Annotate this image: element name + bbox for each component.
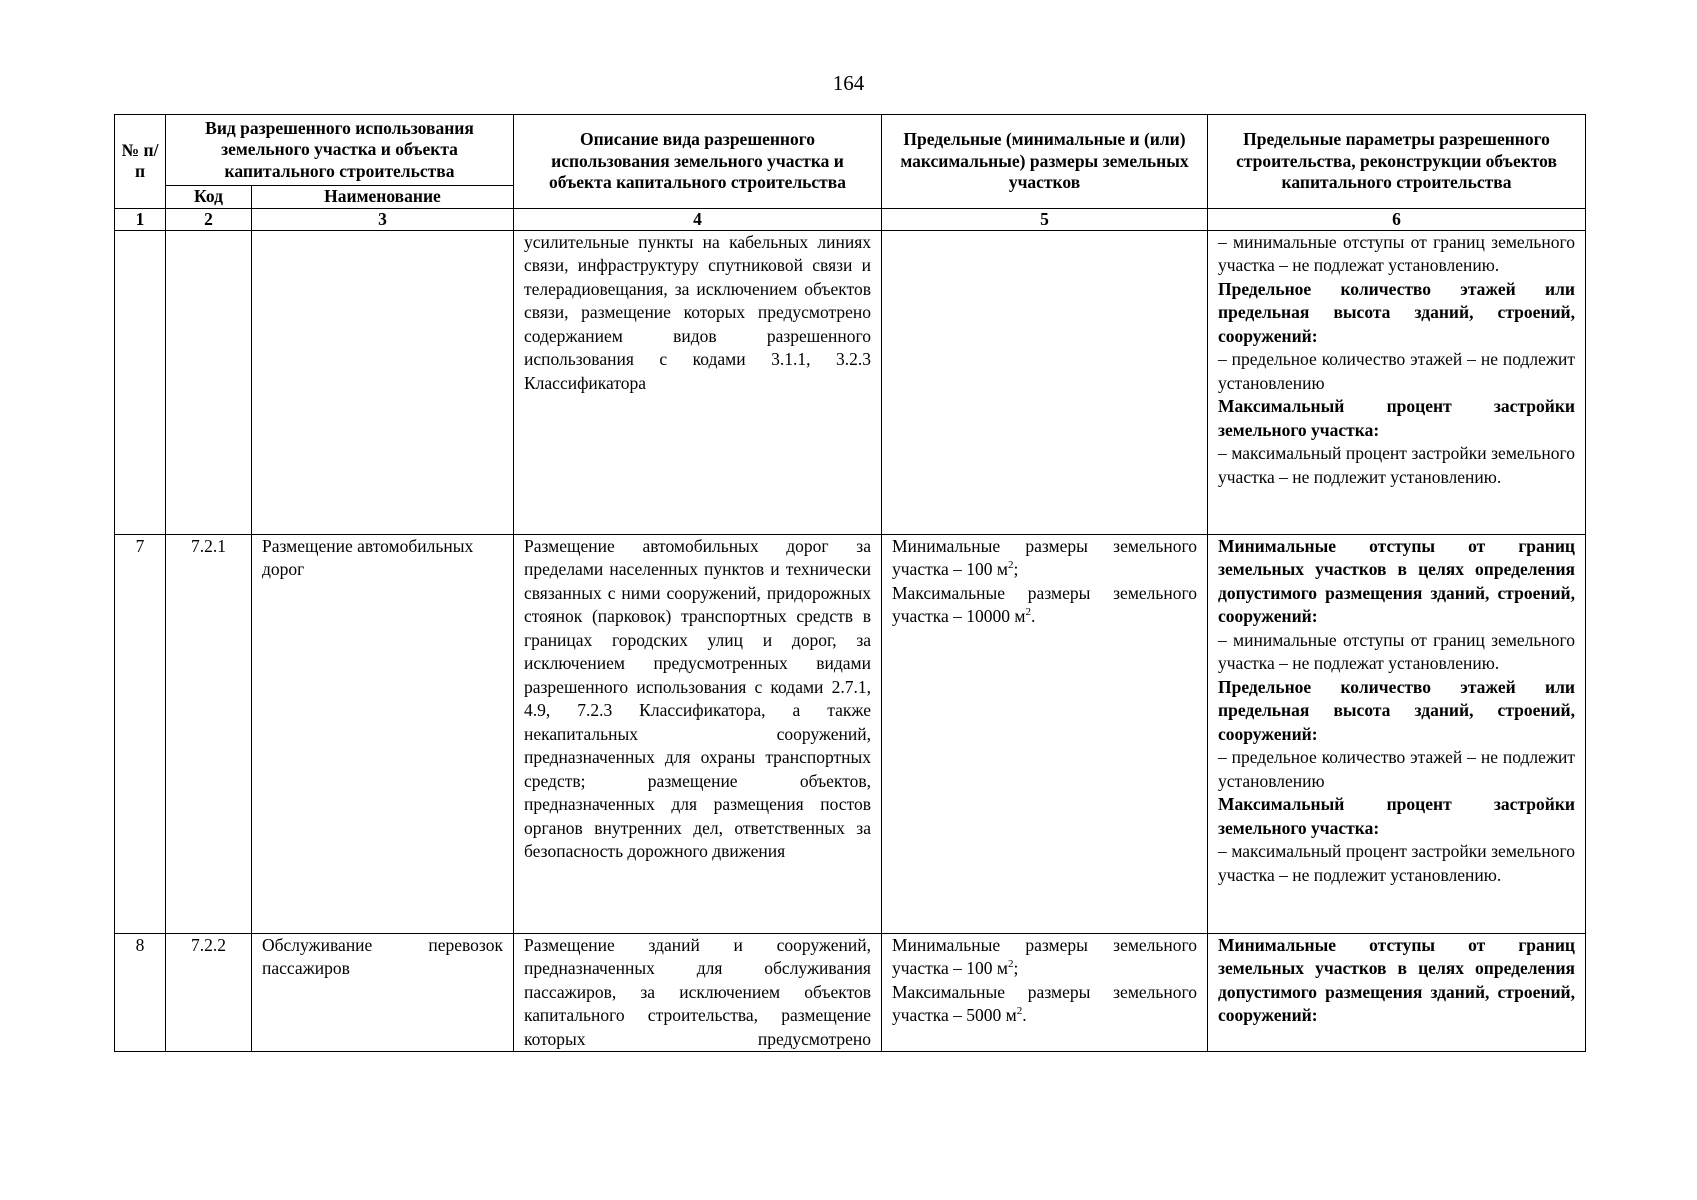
row-number: 7 [115,534,166,933]
column-number: 3 [252,208,514,230]
header-plot-sizes: Предельные (минимальные и (или) максимальные) размеры земельных участков [882,115,1208,209]
header-construction-params: Предельные параметры разрешенного строительства, реконструкции объектов капитального строительства [1208,115,1586,209]
row-code [166,230,252,534]
param-heading: Минимальные отступы от границ земельных участков в целях определения допустимого размещения зданий, строений, сооружений: [1218,934,1575,1025]
description-text: Размещение зданий и сооружений, предназначенных для обслуживания пассажиров, за исключением объектов капитального строительства, размещение которых предусмотрено [524,934,871,1049]
row-params [1208,230,1586,534]
param-text: – предельное количество этажей – не подлежит установлению [1218,349,1575,393]
column-number: 5 [882,208,1208,230]
size-max: Максимальные размеры земельного участка – 10000 $м^2$. [892,582,1197,626]
row-number: 8 [115,933,166,1052]
header-use-type: Вид разрешенного использования земельного участка и объекта капитального строительства [166,115,514,186]
param-heading: Максимальный процент застройки земельного участка: [1218,794,1575,838]
size-min: Минимальные размеры земельного участка – 100 $м^2$; [892,535,1197,579]
column-number: 6 [1208,208,1586,230]
row-name: Размещение автомобильных дорог [252,534,514,933]
param-heading: Минимальные отступы от границ земельных участков в целях определения допустимого размещения зданий, строений, сооружений: [1218,535,1575,626]
row-number [115,230,166,534]
param-heading: Предельное количество этажей или предельная высота зданий, строений, сооружений: [1218,676,1575,744]
param-text: – минимальные отступы от границ земельного участка – не подлежат установлению. [1218,231,1575,275]
column-number: 1 [115,208,166,230]
row-code: 7.2.2 [166,933,252,1052]
table-row [115,534,1586,933]
header-description: Описание вида разрешенного использования земельного участка и объекта капитального строительства [514,115,882,209]
row-params [1208,933,1586,1052]
row-sizes [882,534,1208,933]
row-description: усилительные пункты на кабельных линиях связи, инфраструктуру спутниковой связи и телерадиовещания, за исключением объектов связи, размещение которых предусмотрено содержанием видов разрешенного использования с кодами 3.1.1, 3.2.3 Классификатора [514,230,882,534]
table-row [115,230,1586,534]
param-text: – максимальный процент застройки земельного участка – не подлежит установлению. [1218,443,1575,487]
page-number: 164 [832,71,865,95]
column-number-row [115,208,1586,230]
header-code: Код [166,186,252,209]
column-number: 2 [166,208,252,230]
row-description [514,933,882,1052]
header-row-number: № п/п [115,115,166,209]
table-row [115,933,1586,1052]
param-text: – максимальный процент застройки земельного участка – не подлежит установлению. [1218,841,1575,885]
size-min: Минимальные размеры земельного участка – 100 $м^2$; [892,934,1197,978]
size-max: Максимальные размеры земельного участка – 5000 $м^2$. [892,981,1197,1025]
param-heading: Предельное количество этажей или предельная высота зданий, строений, сооружений: [1218,278,1575,346]
row-name: Обслуживание перевозок пассажиров [252,933,514,1052]
row-sizes [882,230,1208,534]
header-name: Наименование [252,186,514,209]
row-name [252,230,514,534]
row-code: 7.2.1 [166,534,252,933]
param-text: – минимальные отступы от границ земельного участка – не подлежат установлению. [1218,629,1575,673]
column-number: 4 [514,208,882,230]
row-description: Размещение автомобильных дорог за пределами населенных пунктов и технически связанных с ними сооружений, придорожных стоянок (парковок) транспортных средств в границах городских улиц и дорог, за исключением предусмотренных видами разрешенного использования с кодами 2.7.1, 4.9, 7.2.3 Классификатора, а также некапитальных сооружений, предназначенных для охраны транспортных средств; размещение объектов, предназначенных для размещения постов органов внутренних дел, ответственных за безопасность дорожного движения [514,534,882,933]
row-params [1208,534,1586,933]
param-heading: Максимальный процент застройки земельного участка: [1218,396,1575,440]
row-sizes [882,933,1208,1052]
land-use-regulations-table [114,114,1586,1052]
param-text: – предельное количество этажей – не подлежит установлению [1218,747,1575,791]
